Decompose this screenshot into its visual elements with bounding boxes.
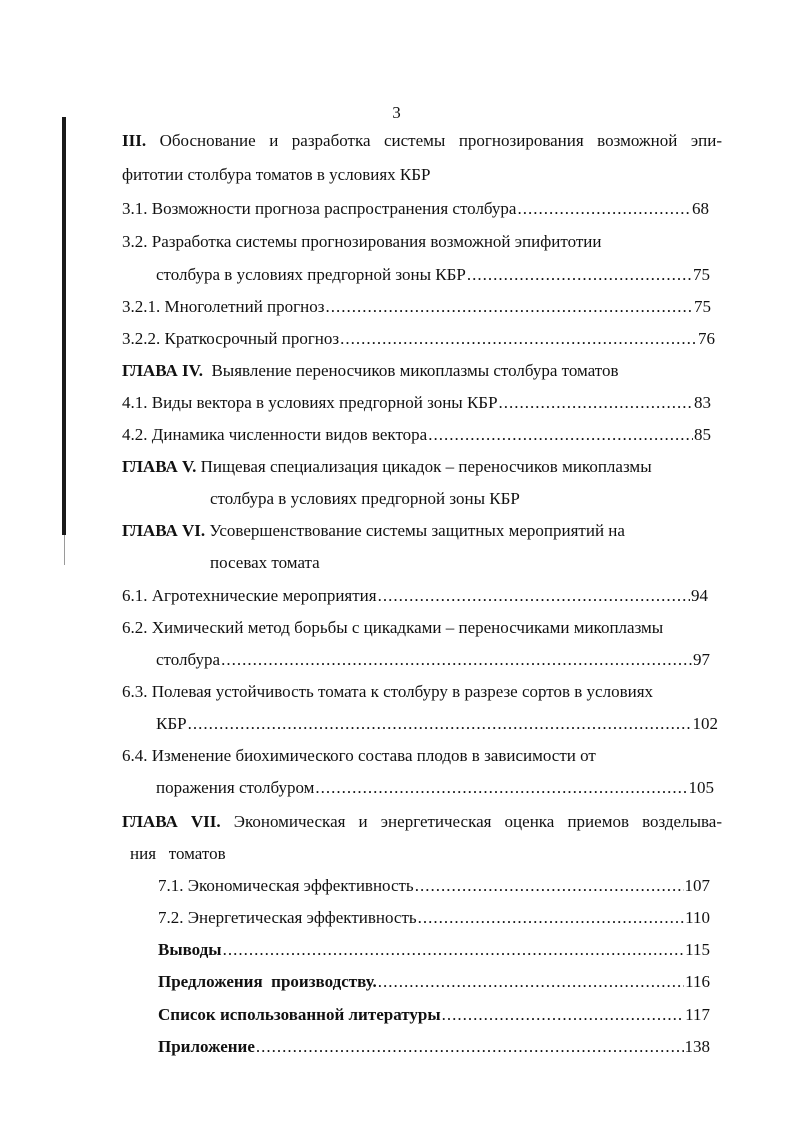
toc-entry-title: КБР (156, 714, 187, 733)
toc-entry-3-1[interactable] (122, 199, 709, 219)
toc-entry-title: 7.1. Экономическая эффективность (158, 876, 414, 895)
toc-entry-6-2[interactable] (156, 650, 710, 670)
toc-entry-page: 68 (692, 199, 709, 218)
toc-entry-page: 116 (685, 972, 710, 991)
toc-entry-3-2-2[interactable] (122, 329, 715, 349)
toc-chapter-3-title: Обоснование и разработка системы прогнозирования возможной эпи- (159, 131, 722, 150)
toc-entry-6-3-line-1: 6.3. Полевая устойчивость томата к столбуру в разрезе сортов в условиях (122, 682, 654, 701)
toc-chapter-5-line-1 (122, 457, 652, 477)
toc-entry-3-2-line-1: 3.2. Разработка системы прогнозирования возможной эпифитотии (122, 232, 602, 251)
toc-entry-page: 76 (698, 329, 715, 348)
toc-leader-dots (499, 393, 693, 413)
toc-entry-page: 97 (693, 650, 710, 669)
toc-entry-title: столбура (156, 650, 221, 669)
toc-chapter-3-line-2: фитотии столбура томатов в условиях КБР (122, 165, 431, 184)
toc-entry-6-4-line-1: 6.4. Изменение биохимического состава плодов в зависимости от (122, 746, 596, 765)
toc-entry-page: 102 (692, 714, 718, 733)
toc-leader-dots (221, 650, 692, 670)
toc-entry-appendix[interactable] (158, 1037, 710, 1057)
toc-entry-7-1[interactable] (158, 876, 710, 896)
toc-chapter-4 (122, 361, 619, 381)
toc-leader-dots (325, 297, 693, 317)
toc-entry-title: 7.2. Энергетическая эффективность (158, 908, 417, 927)
toc-leader-dots (378, 586, 690, 606)
toc-entry-6-2-line-1: 6.2. Химический метод борьбы с цикадками – переносчиками микоплазмы (122, 618, 664, 637)
toc-entry-proposals[interactable] (158, 972, 710, 992)
toc-chapter-7-label: ГЛАВА VII. (122, 812, 221, 831)
toc-entry-title: Выводы (158, 940, 222, 959)
scan-margin-mark (62, 117, 66, 535)
toc-leader-dots (223, 940, 685, 960)
toc-chapter-7-line-2: ния томатов (130, 844, 226, 863)
toc-entry-references[interactable] (158, 1005, 710, 1025)
toc-entry-page: 107 (684, 876, 710, 895)
toc-chapter-6-line-2: посевах томата (210, 553, 320, 572)
toc-chapter-6-line-1 (122, 521, 625, 541)
toc-entry-title: столбура в условиях предгорной зоны КБР (156, 265, 466, 284)
toc-entry-page: 110 (685, 908, 710, 927)
toc-entry-6-4[interactable] (156, 778, 714, 798)
toc-chapter-6-label: ГЛАВА VI. (122, 521, 206, 540)
toc-entry-page: 105 (688, 778, 714, 797)
toc-leader-dots (428, 425, 693, 445)
toc-entry-title: 3.2.1. Многолетний прогноз (122, 297, 325, 316)
toc-entry-4-2[interactable] (122, 425, 711, 445)
toc-leader-dots (340, 329, 697, 349)
toc-chapter-3-line-1 (122, 131, 722, 151)
toc-entry-conclusions[interactable] (158, 940, 710, 960)
toc-entry-title: Предложения производству. (158, 972, 377, 991)
toc-chapter-5-line-2: столбура в условиях предгорной зоны КБР (210, 489, 520, 508)
toc-leader-dots (517, 199, 691, 219)
toc-chapter-4-title: Выявление переносчиков микоплазмы столбура томатов (211, 361, 619, 380)
toc-chapter-6-title: Усовершенствование системы защитных мероприятий на (209, 521, 625, 540)
toc-entry-title: 4.1. Виды вектора в условиях предгорной зоны КБР (122, 393, 498, 412)
toc-leader-dots (467, 265, 692, 285)
toc-chapter-4-label: ГЛАВА IV. (122, 361, 203, 380)
toc-leader-dots (188, 714, 692, 734)
toc-entry-3-2[interactable] (156, 265, 710, 285)
toc-entry-page: 83 (694, 393, 711, 412)
toc-entry-title: 3.2.2. Краткосрочный прогноз (122, 329, 340, 348)
toc-leader-dots (415, 876, 684, 896)
toc-entry-title: 3.1. Возможности прогноза распространения столбура (122, 199, 517, 218)
toc-leader-dots (442, 1005, 685, 1025)
toc-entry-page: 85 (694, 425, 711, 444)
toc-entry-page: 138 (684, 1037, 710, 1056)
toc-chapter-5-title: Пищевая специализация цикадок – переносчиков микоплазмы (200, 457, 652, 476)
toc-chapter-5-label: ГЛАВА V. (122, 457, 197, 476)
toc-entry-title: Приложение (158, 1037, 255, 1056)
toc-entry-6-3[interactable] (156, 714, 718, 734)
page-number: 3 (392, 103, 401, 122)
scan-margin-line (64, 535, 65, 565)
toc-entry-3-2-1[interactable] (122, 297, 711, 317)
toc-entry-6-1[interactable] (122, 586, 708, 606)
toc-entry-title: Список использованной литературы (158, 1005, 441, 1024)
toc-entry-page: 75 (693, 265, 710, 284)
toc-entry-page: 75 (694, 297, 711, 316)
toc-entry-4-1[interactable] (122, 393, 711, 413)
toc-leader-dots (378, 972, 684, 992)
toc-entry-page: 94 (691, 586, 708, 605)
toc-entry-title: 4.2. Динамика численности видов вектора (122, 425, 428, 444)
toc-entry-page: 115 (685, 940, 710, 959)
toc-leader-dots (256, 1037, 684, 1057)
toc-entry-7-2[interactable] (158, 908, 710, 928)
toc-chapter-7-title: Экономическая и энергетическая оценка приемов возделыва- (233, 812, 723, 831)
toc-entry-page: 117 (685, 1005, 710, 1024)
toc-chapter-3-label: III. (122, 131, 147, 150)
toc-leader-dots (315, 778, 687, 798)
toc-entry-title: 6.1. Агротехнические мероприятия (122, 586, 377, 605)
toc-leader-dots (418, 908, 684, 928)
toc-entry-title: поражения столбуром (156, 778, 315, 797)
toc-chapter-7-line-1 (122, 812, 722, 832)
